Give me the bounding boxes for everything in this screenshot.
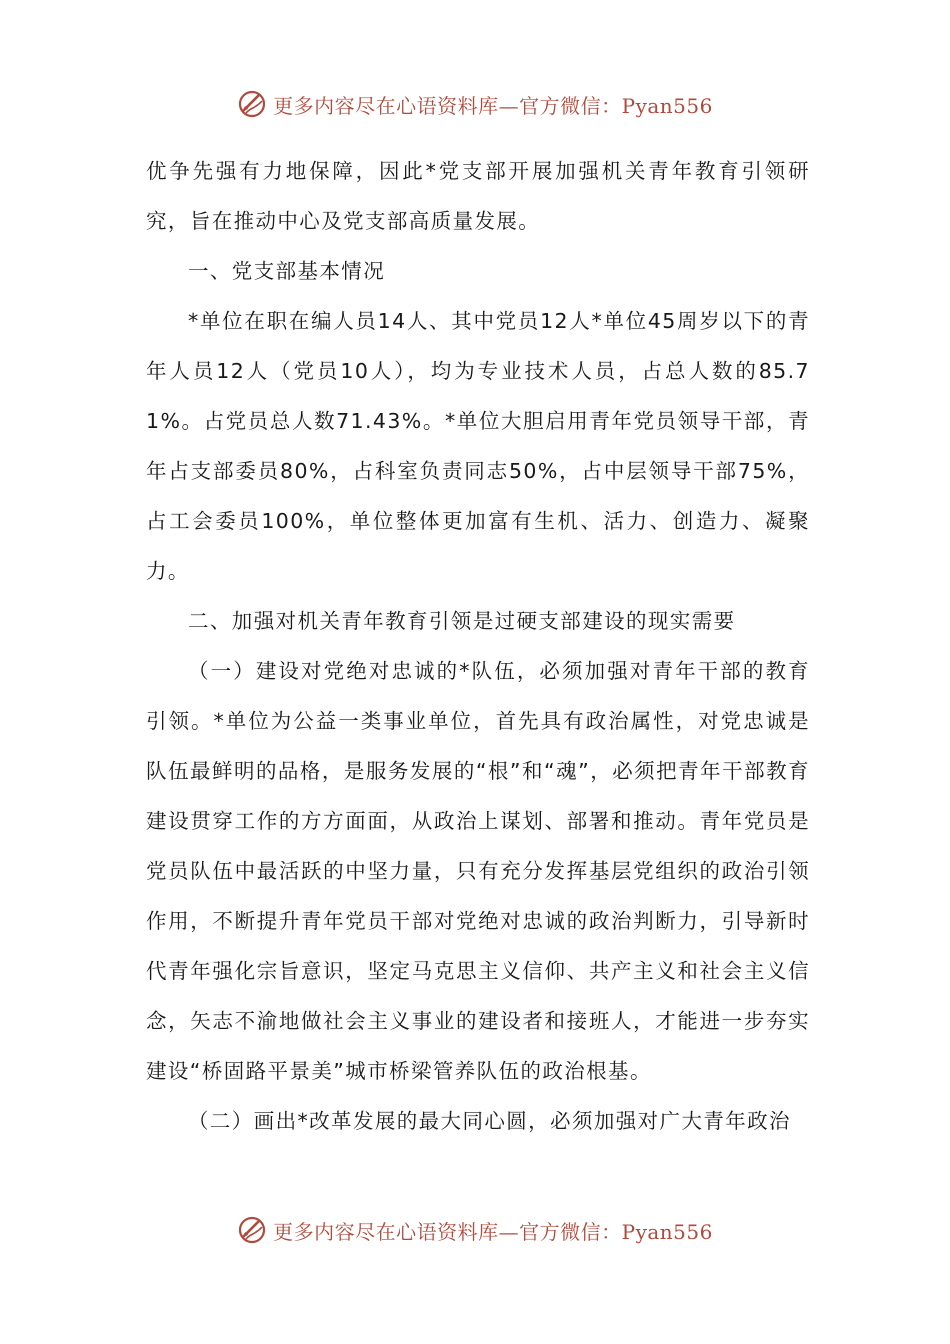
pen-logo-icon [237, 1215, 267, 1245]
paragraph-continuation: 优争先强有力地保障，因此*党支部开展加强机关青年教育引领研究，旨在推动中心及党支部高质量发展。 [146, 159, 810, 233]
pen-logo-icon [237, 89, 267, 119]
footer-banner [0, 1208, 950, 1252]
paragraph-basic-info: *单位在职在编人员14人、其中党员12人*单位45周岁以下的青年人员12人（党员10人），均为专业技术人员，占总人数的85.71%。占党员总人数71.43%。*单位大胆启用青年党员领导干部，青年占支部委员80%，占科室负责同志50%，占中层领导干部75%，占工会委员100%，单位整体更加富有生机、活力、创造力、凝聚力。 [146, 309, 810, 583]
header-banner-text: 更多内容尽在心语资料库—官方微信：Pyan556 [273, 93, 713, 118]
paragraph-subsection-1: （一）建设对党绝对忠诚的*队伍，必须加强对青年干部的教育引领。*单位为公益一类事业单位，首先具有政治属性，对党忠诚是队伍最鲜明的品格，是服务发展的“根”和“魂”，必须把青年干部教育建设贯穿工作的方方面面，从政治上谋划、部署和推动。青年党员是党员队伍中最活跃的中坚力量，只有充分发挥基层党组织的政治引领作用，不断提升青年党员干部对党绝对忠诚的政治判断力，引导新时代青年强化宗旨意识，坚定马克思主义信仰、共产主义和社会主义信念，矢志不渝地做社会主义事业的建设者和接班人，才能进一步夯实建设“桥固路平景美”城市桥梁管养队伍的政治根基。 [146, 659, 810, 1083]
header-banner [0, 82, 950, 126]
paragraph-subsection-2: （二）画出*改革发展的最大同心圆，必须加强对广大青年政治 [188, 1109, 791, 1133]
section-heading-1: 一、党支部基本情况 [188, 259, 386, 283]
section-heading-2: 二、加强对机关青年教育引领是过硬支部建设的现实需要 [188, 609, 736, 633]
footer-banner-text: 更多内容尽在心语资料库—官方微信：Pyan556 [273, 1219, 713, 1244]
document-body [146, 146, 810, 1146]
